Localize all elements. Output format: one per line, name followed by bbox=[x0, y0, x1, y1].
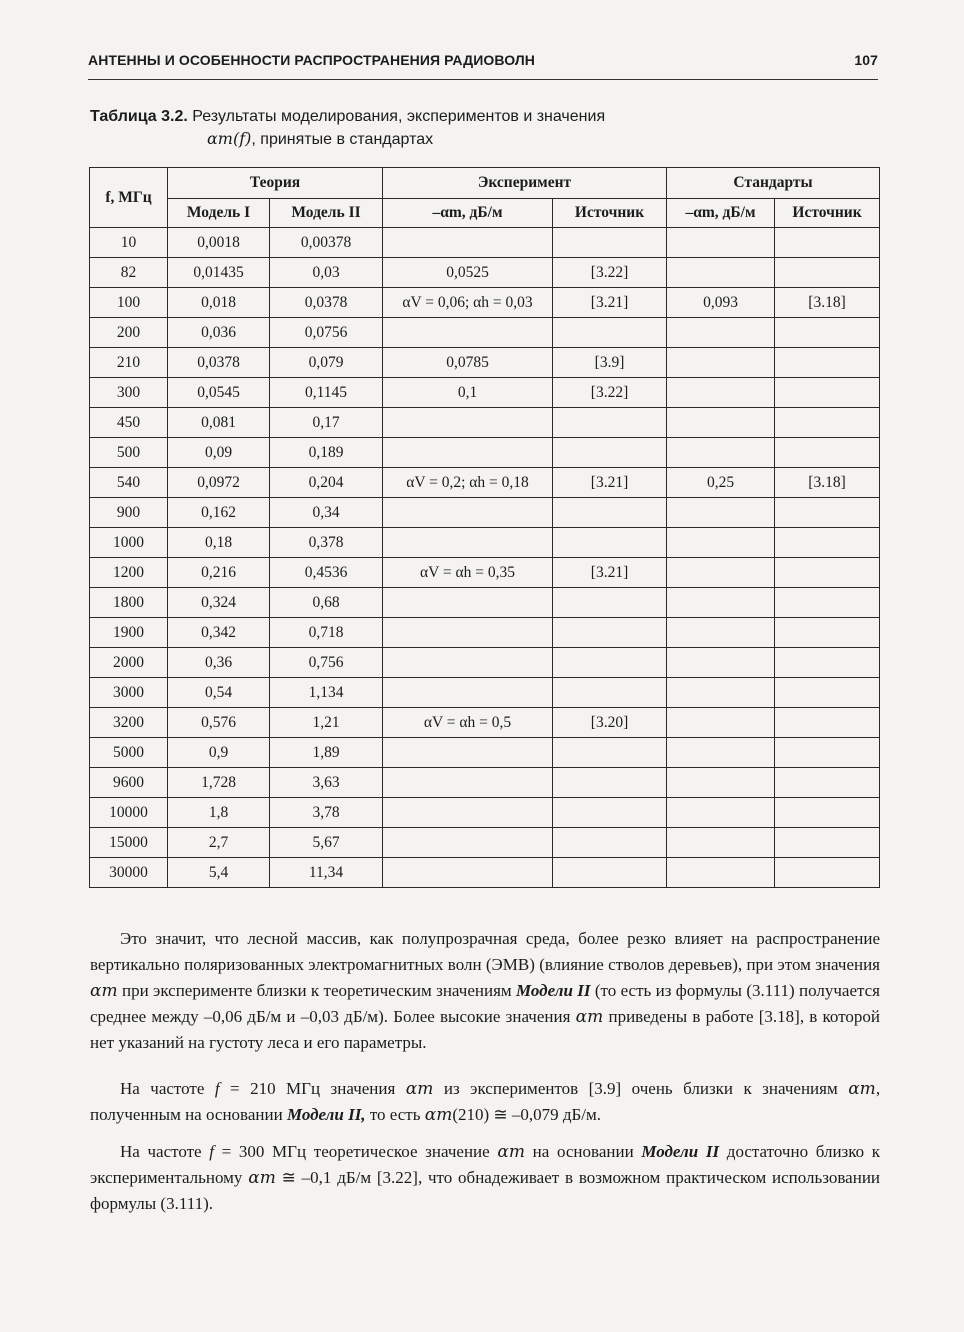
cell-model-2: 1,134 bbox=[270, 678, 383, 708]
cell-frequency: 30000 bbox=[90, 858, 168, 888]
header-theory: Теория bbox=[168, 168, 383, 199]
cell-exp-alpha bbox=[383, 438, 553, 468]
header-exp-alpha: –αm, дБ/м bbox=[383, 199, 553, 228]
cell-exp-source bbox=[553, 768, 667, 798]
cell-model-1: 1,728 bbox=[168, 768, 270, 798]
header-standards: Стандарты bbox=[667, 168, 880, 199]
cell-exp-source bbox=[553, 828, 667, 858]
cell-exp-source bbox=[553, 738, 667, 768]
cell-exp-alpha: αV = αh = 0,35 bbox=[383, 558, 553, 588]
p2-model-ref: Модели II, bbox=[286, 1105, 366, 1124]
cell-model-2: 0,00378 bbox=[270, 228, 383, 258]
cell-frequency: 3200 bbox=[90, 708, 168, 738]
header-std-source: Источник bbox=[775, 199, 880, 228]
cell-model-2: 0,0378 bbox=[270, 288, 383, 318]
header-exp-source: Источник bbox=[553, 199, 667, 228]
cell-std-source bbox=[775, 648, 880, 678]
cell-std-source bbox=[775, 348, 880, 378]
p2-symbol-3: αm bbox=[424, 1105, 453, 1125]
p2-text-f: (210) ≅ –0,079 дБ/м. bbox=[452, 1105, 602, 1124]
cell-model-1: 0,576 bbox=[168, 708, 270, 738]
cell-frequency: 500 bbox=[90, 438, 168, 468]
cell-model-2: 0,1145 bbox=[270, 378, 383, 408]
cell-model-1: 0,01435 bbox=[168, 258, 270, 288]
cell-std-alpha bbox=[667, 678, 775, 708]
table-row bbox=[90, 858, 880, 888]
table-row bbox=[90, 588, 880, 618]
table-row bbox=[90, 648, 880, 678]
cell-exp-alpha bbox=[383, 318, 553, 348]
cell-frequency: 9600 bbox=[90, 768, 168, 798]
cell-exp-source: [3.9] bbox=[553, 348, 667, 378]
cell-exp-alpha: 0,1 bbox=[383, 378, 553, 408]
cell-model-1: 0,036 bbox=[168, 318, 270, 348]
cell-exp-source: [3.20] bbox=[553, 708, 667, 738]
p2-text-a: На частоте bbox=[120, 1079, 205, 1098]
cell-model-1: 0,54 bbox=[168, 678, 270, 708]
p3-symbol-2: αm bbox=[248, 1168, 276, 1188]
cell-exp-alpha bbox=[383, 738, 553, 768]
p2-symbol-1: αm bbox=[405, 1079, 434, 1099]
cell-model-2: 0,68 bbox=[270, 588, 383, 618]
cell-std-source bbox=[775, 768, 880, 798]
running-header bbox=[88, 52, 878, 68]
cell-model-2: 0,378 bbox=[270, 528, 383, 558]
table-row bbox=[90, 828, 880, 858]
cell-exp-alpha bbox=[383, 528, 553, 558]
caption-label: Таблица 3.2. bbox=[90, 108, 188, 125]
cell-frequency: 210 bbox=[90, 348, 168, 378]
cell-std-alpha bbox=[667, 378, 775, 408]
cell-exp-source: [3.21] bbox=[553, 468, 667, 498]
cell-exp-alpha bbox=[383, 228, 553, 258]
cell-model-2: 0,4536 bbox=[270, 558, 383, 588]
page-number: 107 bbox=[854, 52, 878, 68]
cell-frequency: 1900 bbox=[90, 618, 168, 648]
cell-std-source bbox=[775, 738, 880, 768]
cell-frequency: 100 bbox=[90, 288, 168, 318]
table-row bbox=[90, 258, 880, 288]
cell-std-source bbox=[775, 228, 880, 258]
cell-exp-alpha: 0,0785 bbox=[383, 348, 553, 378]
cell-model-2: 3,78 bbox=[270, 798, 383, 828]
cell-exp-source: [3.22] bbox=[553, 258, 667, 288]
table-row bbox=[90, 738, 880, 768]
cell-model-1: 0,0972 bbox=[168, 468, 270, 498]
cell-model-1: 0,324 bbox=[168, 588, 270, 618]
cell-exp-source bbox=[553, 498, 667, 528]
cell-frequency: 10000 bbox=[90, 798, 168, 828]
header-model-1: Модель I bbox=[168, 199, 270, 228]
cell-model-1: 0,342 bbox=[168, 618, 270, 648]
cell-std-alpha: 0,25 bbox=[667, 468, 775, 498]
cell-exp-alpha: αV = 0,2; αh = 0,18 bbox=[383, 468, 553, 498]
cell-frequency: 1200 bbox=[90, 558, 168, 588]
cell-exp-alpha bbox=[383, 648, 553, 678]
header-frequency: f, МГц bbox=[90, 168, 168, 228]
cell-std-alpha bbox=[667, 738, 775, 768]
cell-model-1: 0,0545 bbox=[168, 378, 270, 408]
cell-std-alpha bbox=[667, 798, 775, 828]
cell-model-1: 2,7 bbox=[168, 828, 270, 858]
caption-symbol: αm(f) bbox=[207, 129, 252, 148]
cell-std-source bbox=[775, 678, 880, 708]
p1-model-ref: Модели II bbox=[516, 981, 591, 1000]
table-row bbox=[90, 288, 880, 318]
p1-symbol-2: αm bbox=[575, 1007, 604, 1027]
cell-model-1: 0,018 bbox=[168, 288, 270, 318]
cell-model-2: 0,0756 bbox=[270, 318, 383, 348]
p3-text-c: на основании bbox=[532, 1142, 634, 1161]
caption-text: Результаты моделирования, экспериментов и значения bbox=[192, 108, 606, 125]
table-row bbox=[90, 228, 880, 258]
cell-frequency: 82 bbox=[90, 258, 168, 288]
table-row bbox=[90, 708, 880, 738]
p1-text-a: Это значит, что лесной массив, как полупрозрачная среда, более резко влияет на распространение вертикально поляризованных электромагнитных волн (ЭМВ) (влияние стволов деревьев), при этом значения bbox=[90, 929, 880, 974]
paragraph-3 bbox=[90, 1139, 880, 1217]
cell-frequency: 2000 bbox=[90, 648, 168, 678]
cell-model-2: 1,21 bbox=[270, 708, 383, 738]
cell-frequency: 900 bbox=[90, 498, 168, 528]
cell-std-source bbox=[775, 408, 880, 438]
cell-model-2: 11,34 bbox=[270, 858, 383, 888]
cell-std-alpha bbox=[667, 528, 775, 558]
cell-std-alpha bbox=[667, 558, 775, 588]
cell-std-alpha bbox=[667, 438, 775, 468]
p2-text-e: то есть bbox=[369, 1105, 421, 1124]
cell-std-alpha bbox=[667, 768, 775, 798]
header-rule bbox=[88, 79, 878, 80]
cell-model-2: 0,204 bbox=[270, 468, 383, 498]
cell-std-source bbox=[775, 378, 880, 408]
cell-exp-alpha bbox=[383, 618, 553, 648]
cell-model-1: 0,162 bbox=[168, 498, 270, 528]
paragraph-2 bbox=[90, 1076, 880, 1128]
cell-frequency: 1000 bbox=[90, 528, 168, 558]
cell-model-1: 5,4 bbox=[168, 858, 270, 888]
cell-std-source bbox=[775, 798, 880, 828]
p3-text-e: ≅ –0,1 дБ/м [3.22], что обнадеживает в возможном практическом использовании формулы (3.111). bbox=[90, 1168, 881, 1213]
cell-model-2: 1,89 bbox=[270, 738, 383, 768]
p3-text-d: достаточно близко к экспериментальному bbox=[90, 1142, 881, 1187]
cell-std-source: [3.18] bbox=[775, 288, 880, 318]
cell-model-1: 0,36 bbox=[168, 648, 270, 678]
cell-model-1: 0,0378 bbox=[168, 348, 270, 378]
p3-text-b: = 300 МГц теоретическое значение bbox=[221, 1142, 490, 1161]
cell-model-1: 0,0018 bbox=[168, 228, 270, 258]
cell-model-1: 0,9 bbox=[168, 738, 270, 768]
cell-exp-source bbox=[553, 408, 667, 438]
cell-std-alpha bbox=[667, 228, 775, 258]
cell-std-source bbox=[775, 858, 880, 888]
results-table bbox=[89, 167, 880, 888]
cell-exp-source: [3.21] bbox=[553, 288, 667, 318]
cell-std-alpha bbox=[667, 708, 775, 738]
cell-model-2: 0,34 bbox=[270, 498, 383, 528]
cell-model-1: 0,081 bbox=[168, 408, 270, 438]
table-row bbox=[90, 768, 880, 798]
cell-frequency: 5000 bbox=[90, 738, 168, 768]
cell-frequency: 15000 bbox=[90, 828, 168, 858]
cell-model-2: 5,67 bbox=[270, 828, 383, 858]
cell-model-2: 0,189 bbox=[270, 438, 383, 468]
cell-exp-alpha: αV = 0,06; αh = 0,03 bbox=[383, 288, 553, 318]
table-body bbox=[90, 228, 880, 888]
cell-std-source bbox=[775, 318, 880, 348]
cell-std-alpha bbox=[667, 648, 775, 678]
header-model-2: Модель II bbox=[270, 199, 383, 228]
cell-frequency: 450 bbox=[90, 408, 168, 438]
p1-text-c: (то есть из формулы (3.111) получается среднее между –0,06 дБ/м и –0,03 дБ/м). Более высокие значения bbox=[90, 981, 881, 1026]
cell-exp-alpha bbox=[383, 858, 553, 888]
cell-std-source bbox=[775, 498, 880, 528]
cell-exp-source bbox=[553, 858, 667, 888]
p3-text-a: На частоте bbox=[120, 1142, 202, 1161]
table-row bbox=[90, 678, 880, 708]
header-title: АНТЕННЫ И ОСОБЕННОСТИ РАСПРОСТРАНЕНИЯ РАДИОВОЛН bbox=[88, 52, 535, 68]
cell-model-2: 3,63 bbox=[270, 768, 383, 798]
p3-symbol-1: αm bbox=[497, 1142, 525, 1162]
cell-std-alpha bbox=[667, 588, 775, 618]
cell-exp-source bbox=[553, 228, 667, 258]
cell-exp-source bbox=[553, 528, 667, 558]
cell-std-alpha bbox=[667, 858, 775, 888]
cell-std-source bbox=[775, 828, 880, 858]
cell-frequency: 1800 bbox=[90, 588, 168, 618]
cell-exp-source bbox=[553, 648, 667, 678]
p3-model-ref: Модели II bbox=[641, 1142, 720, 1161]
p2-symbol-2: αm bbox=[848, 1079, 876, 1099]
cell-std-alpha bbox=[667, 348, 775, 378]
table-row bbox=[90, 468, 880, 498]
cell-frequency: 200 bbox=[90, 318, 168, 348]
header-experiment: Эксперимент bbox=[383, 168, 667, 199]
cell-model-1: 0,216 bbox=[168, 558, 270, 588]
caption-tail: , принятые в стандартах bbox=[251, 131, 434, 148]
cell-std-source bbox=[775, 588, 880, 618]
p2-text-d: , полученным на основании bbox=[90, 1079, 881, 1124]
cell-std-source: [3.18] bbox=[775, 468, 880, 498]
cell-exp-alpha: 0,0525 bbox=[383, 258, 553, 288]
table-row bbox=[90, 378, 880, 408]
p2-text-b: = 210 МГц значения bbox=[230, 1079, 396, 1098]
table-caption bbox=[90, 106, 880, 151]
p1-text-d: приведены в работе [3.18], в которой нет указаний на густоту леса и его параметры. bbox=[90, 1007, 880, 1052]
cell-frequency: 300 bbox=[90, 378, 168, 408]
cell-model-1: 1,8 bbox=[168, 798, 270, 828]
p1-text-b: при эксперименте близки к теоретическим значениям bbox=[121, 981, 512, 1000]
cell-exp-source bbox=[553, 318, 667, 348]
cell-model-2: 0,756 bbox=[270, 648, 383, 678]
cell-exp-alpha: αV = αh = 0,5 bbox=[383, 708, 553, 738]
header-std-alpha: –αm, дБ/м bbox=[667, 199, 775, 228]
cell-std-source bbox=[775, 438, 880, 468]
cell-std-alpha bbox=[667, 258, 775, 288]
table-row bbox=[90, 318, 880, 348]
cell-exp-alpha bbox=[383, 828, 553, 858]
cell-std-alpha bbox=[667, 618, 775, 648]
cell-model-2: 0,03 bbox=[270, 258, 383, 288]
cell-exp-alpha bbox=[383, 498, 553, 528]
cell-exp-alpha bbox=[383, 768, 553, 798]
cell-exp-source: [3.21] bbox=[553, 558, 667, 588]
table-row bbox=[90, 528, 880, 558]
cell-model-2: 0,718 bbox=[270, 618, 383, 648]
paragraph-1 bbox=[90, 926, 880, 1056]
cell-exp-source: [3.22] bbox=[553, 378, 667, 408]
cell-std-source bbox=[775, 618, 880, 648]
cell-std-source bbox=[775, 528, 880, 558]
cell-std-alpha bbox=[667, 828, 775, 858]
table-row bbox=[90, 498, 880, 528]
cell-exp-alpha bbox=[383, 798, 553, 828]
table-row bbox=[90, 558, 880, 588]
table-row bbox=[90, 618, 880, 648]
table-row bbox=[90, 798, 880, 828]
p2-f-symbol: f bbox=[214, 1079, 220, 1098]
cell-frequency: 540 bbox=[90, 468, 168, 498]
cell-std-source bbox=[775, 558, 880, 588]
cell-std-source bbox=[775, 258, 880, 288]
p1-symbol-1: αm bbox=[90, 981, 118, 1001]
cell-exp-alpha bbox=[383, 678, 553, 708]
cell-exp-source bbox=[553, 798, 667, 828]
cell-std-alpha bbox=[667, 318, 775, 348]
table-row bbox=[90, 438, 880, 468]
table-row bbox=[90, 348, 880, 378]
cell-exp-source bbox=[553, 618, 667, 648]
p2-text-c: из экспериментов [3.9] очень близки к значениям bbox=[443, 1079, 838, 1098]
cell-model-1: 0,18 bbox=[168, 528, 270, 558]
cell-model-2: 0,17 bbox=[270, 408, 383, 438]
cell-frequency: 10 bbox=[90, 228, 168, 258]
cell-frequency: 3000 bbox=[90, 678, 168, 708]
cell-exp-source bbox=[553, 438, 667, 468]
cell-std-source bbox=[775, 708, 880, 738]
cell-std-alpha bbox=[667, 408, 775, 438]
cell-exp-alpha bbox=[383, 588, 553, 618]
cell-model-2: 0,079 bbox=[270, 348, 383, 378]
cell-exp-alpha bbox=[383, 408, 553, 438]
p3-f-symbol: f bbox=[209, 1142, 214, 1161]
cell-exp-source bbox=[553, 588, 667, 618]
cell-model-1: 0,09 bbox=[168, 438, 270, 468]
cell-exp-source bbox=[553, 678, 667, 708]
table-row bbox=[90, 408, 880, 438]
cell-std-alpha bbox=[667, 498, 775, 528]
cell-std-alpha: 0,093 bbox=[667, 288, 775, 318]
